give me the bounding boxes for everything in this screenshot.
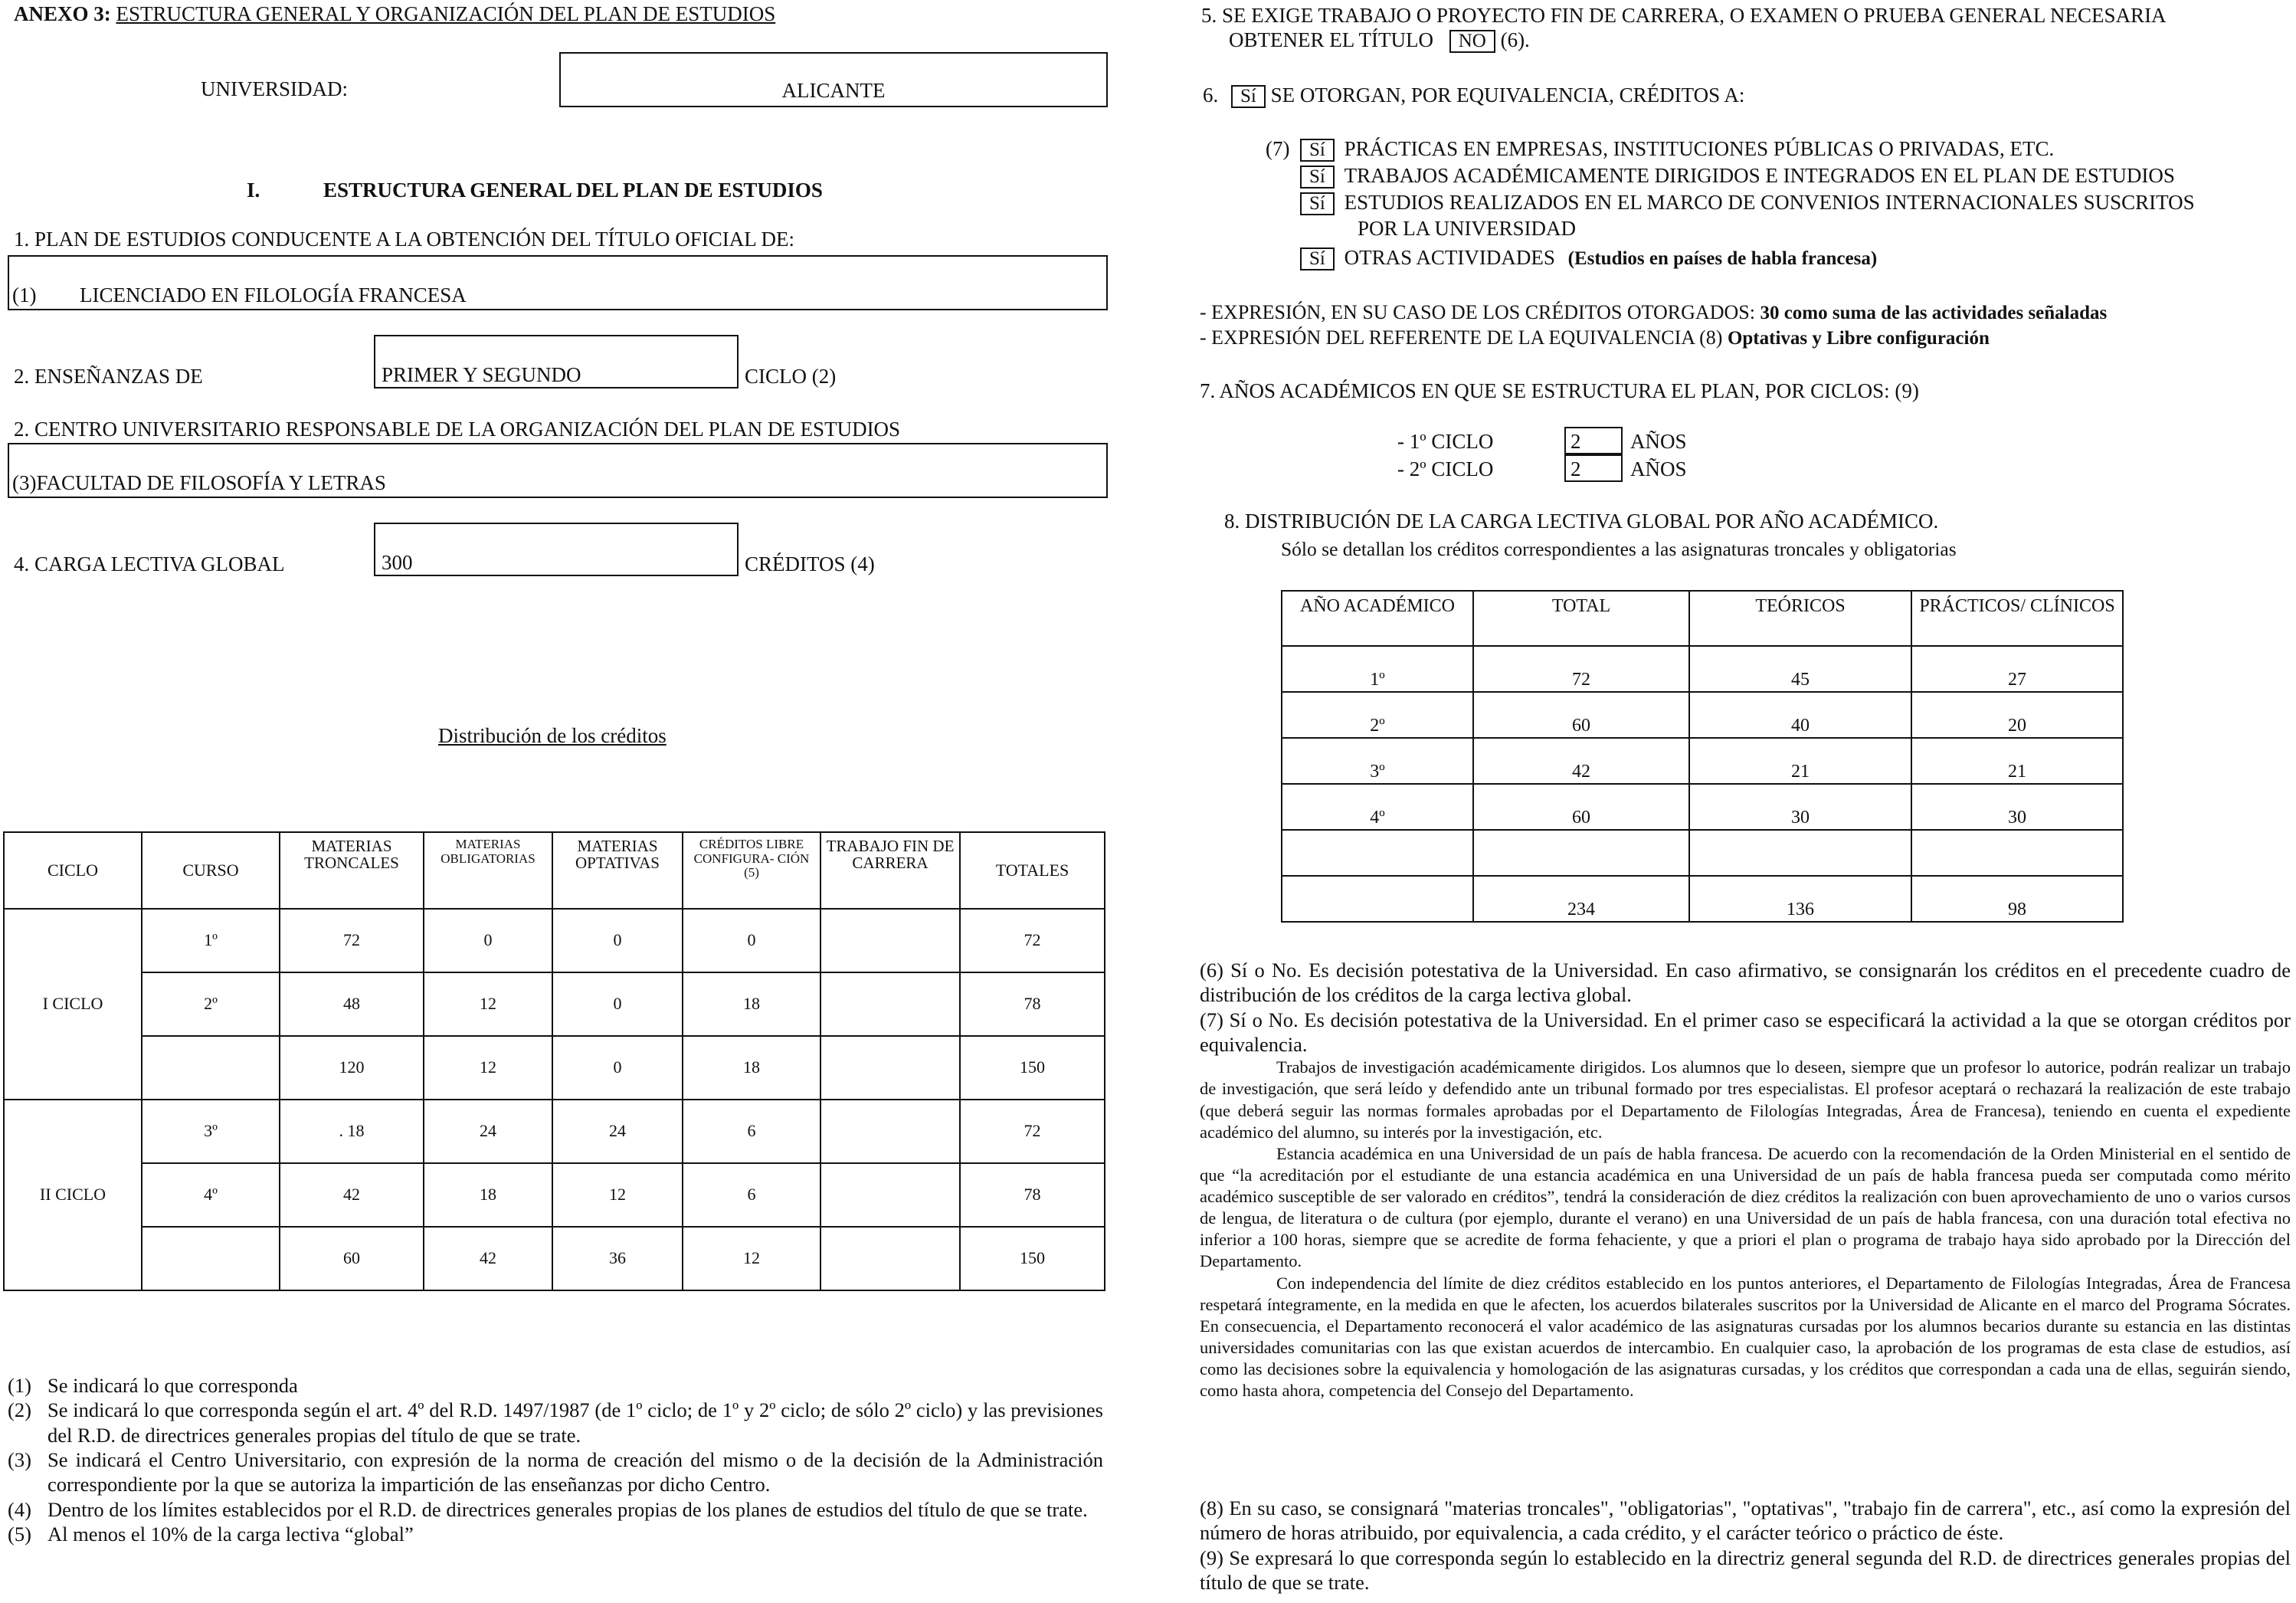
cell-optativas: 0 <box>552 909 683 972</box>
item6-ref: (7) <box>1266 137 1290 160</box>
option-value: Sí <box>1300 192 1335 215</box>
cell-year <box>1282 830 1473 876</box>
item7-row1-label: - 1º CICLO <box>1397 430 1494 453</box>
table-row <box>1282 784 2123 830</box>
option-text: PRÁCTICAS EN EMPRESAS, INSTITUCIONES PÚBLICAS O PRIVADAS, ETC. <box>1344 137 2055 160</box>
table-row <box>4 909 1105 972</box>
cell-curso <box>142 1227 280 1290</box>
degree-field <box>8 255 1108 310</box>
cell-year: 1º <box>1282 646 1473 692</box>
item6-option <box>1300 190 2195 215</box>
item5-value: NO <box>1449 30 1495 53</box>
cell-practical: 20 <box>1911 692 2123 738</box>
cell-troncales: 120 <box>280 1036 424 1100</box>
item2-suffix: CICLO (2) <box>745 365 837 388</box>
cell-theoretical: 30 <box>1689 784 1911 830</box>
cell-libre: 6 <box>683 1163 820 1227</box>
item6-expr1 <box>1200 300 2107 325</box>
cell-year: 3º <box>1282 738 1473 784</box>
footnote-text: Al menos el 10% de la carga lectiva “global” <box>47 1522 414 1546</box>
years-cycle1-value: 2 <box>1571 430 1581 453</box>
cell-year: 4º <box>1282 784 1473 830</box>
item8-sub: Sólo se detallan los créditos correspondientes a las asignaturas troncales y obligatorias <box>1281 538 1957 560</box>
years-cycle2-field <box>1564 454 1623 482</box>
item4-suffix: CRÉDITOS (4) <box>745 552 875 575</box>
note-7-socrates: Con independencia del límite de diez créditos establecido en los puntos anteriores, el Departamento de Filologías Integradas, Área de Francesa respetará íntegramente, en la medida en que le afecten, los acuerdos bilaterales suscritos por la Universidad de Alicante en el marco del Programa Sócrates. En consecuencia, el Departamento reconocerá el valor académico de las asignaturas cursadas por los alumnos becarios durante su estancia en las distintas universidades comunitarias con las que existan acuerdos de intercambio. En cualquier caso, la aprobación de los programas de esta clase de estudios, así como las decisiones sobre la equivalencia y homologación de las asignaturas cursadas, y los créditos que correspondan a cada una de ellas, seguirán siendo, como hasta ahora, competencia del Consejo del Departamento. <box>1200 1273 2291 1401</box>
center-value: (3)FACULTAD DE FILOSOFÍA Y LETRAS <box>12 470 386 494</box>
footnote <box>8 1447 1103 1497</box>
annex-title: ESTRUCTURA GENERAL Y ORGANIZACIÓN DEL PLAN DE ESTUDIOS <box>116 2 776 25</box>
cell-total: 60 <box>1473 784 1689 830</box>
cell-obligatorias: 18 <box>424 1163 552 1227</box>
header-troncales: MATERIAS TRONCALES <box>280 832 424 909</box>
option-extra: (Estudios en países de habla francesa) <box>1567 248 1878 269</box>
cell-curso <box>142 1036 280 1100</box>
cell-totales: 150 <box>960 1036 1105 1100</box>
footnote <box>8 1373 1103 1398</box>
cell-libre: 12 <box>683 1227 820 1290</box>
table-row <box>1282 646 2123 692</box>
cell-practical: 98 <box>1911 876 2123 922</box>
option-text-continuation: POR LA UNIVERSIDAD <box>1358 217 1577 240</box>
header-practical: PRÁCTICOS/ CLÍNICOS <box>1911 591 2123 646</box>
annex-label: ANEXO 3: <box>14 2 111 25</box>
cycle-label: I CICLO <box>4 909 142 1100</box>
item6-heading <box>1203 83 1744 108</box>
note-7-research: Trabajos de investigación académicamente dirigidos. Los alumnos que lo deseen, siempre que un profesor lo autorice, podrán realizar un trabajo de investigación, que será leído y defendido ante un tribunal formado por tres especialistas. El profesor aceptará o rechazará la realización de este trabajo (que deberá seguir las normas formales aprobadas por el Departamento de Filologías Integradas, Área de Francesa), teniendo en cuenta el expediente académico del alumno, su interés por la investigación, etc. <box>1200 1057 2291 1142</box>
teaching-value: PRIMER Y SEGUNDO <box>382 362 581 386</box>
table-row <box>1282 830 2123 876</box>
item5-line1: 5. SE EXIGE TRABAJO O PROYECTO FIN DE CARRERA, O EXAMEN O PRUEBA GENERAL NECESARIA <box>1201 4 2167 27</box>
cell-trabajo <box>820 909 960 972</box>
table-row <box>4 1036 1105 1100</box>
header-theoretical: TEÓRICOS <box>1689 591 1911 646</box>
cell-libre: 18 <box>683 972 820 1036</box>
cycle-label: II CICLO <box>4 1100 142 1290</box>
cell-total: 234 <box>1473 876 1689 922</box>
footnote-number: (5) <box>8 1522 31 1546</box>
cell-libre: 6 <box>683 1100 820 1163</box>
option-text: ESTUDIOS REALIZADOS EN EL MARCO DE CONVENIOS INTERNACIONALES SUSCRITOS <box>1344 191 2195 214</box>
cell-theoretical: 40 <box>1689 692 1911 738</box>
table-row <box>4 1163 1105 1227</box>
cell-curso: 2º <box>142 972 280 1036</box>
cell-theoretical: 21 <box>1689 738 1911 784</box>
item6-label: SE OTORGAN, POR EQUIVALENCIA, CRÉDITOS A: <box>1270 84 1745 107</box>
annex-heading <box>14 2 775 26</box>
table-row <box>4 1227 1105 1290</box>
footnote-number: (3) <box>8 1447 31 1471</box>
cell-troncales: 42 <box>280 1163 424 1227</box>
cell-libre: 18 <box>683 1036 820 1100</box>
footnote-text: Se indicará lo que corresponda <box>47 1374 298 1397</box>
cell-trabajo <box>820 1163 960 1227</box>
cell-year <box>1282 876 1473 922</box>
table-row <box>1282 692 2123 738</box>
item7-row1-unit: AÑOS <box>1630 430 1687 453</box>
left-footnotes <box>8 1373 1103 1546</box>
university-label: UNIVERSIDAD: <box>201 77 348 100</box>
footnote-number: (2) <box>8 1398 31 1422</box>
header-optativas: MATERIAS OPTATIVAS <box>552 832 683 909</box>
note-6: (6) Sí o No. Es decisión potestativa de la Universidad. En caso afirmativo, se consignarán los créditos en el precedente cuadro de distribución de los créditos de la carga lectiva global. <box>1200 959 2291 1007</box>
cell-optativas: 0 <box>552 972 683 1036</box>
header-obligatorias: MATERIAS OBLIGATORIAS <box>424 832 552 909</box>
cell-troncales: . 18 <box>280 1100 424 1163</box>
credits-field <box>374 523 739 576</box>
cell-totales: 150 <box>960 1227 1105 1290</box>
degree-value: LICENCIADO EN FILOLOGÍA FRANCESA <box>80 283 467 307</box>
workload-header-row <box>1282 591 2123 646</box>
cell-totales: 72 <box>960 1100 1105 1163</box>
item7-label: 7. AÑOS ACADÉMICOS EN QUE SE ESTRUCTURA EL PLAN, POR CICLOS: (9) <box>1200 379 1919 402</box>
workload-table <box>1281 590 2124 923</box>
note-7-stay: Estancia académica en una Universidad de un país de habla francesa. De acuerdo con la recomendación de la Orden Ministerial en el sentido de que “la acreditación por el estudiante de una estancia académica en una Universidad de un país de habla francesa pueda ser computada como mérito académico susceptible de ser valorado en créditos”, tendrá la consideración de diez créditos la realización con buen aprovechamiento de uno o varios cursos de lengua, de literatura o de cultura (por ejemplo, durante el verano) en una Universidad de un país de habla francesa, con una duración total efectiva no inferior a 100 horas, siempre que se acredite de forma fehaciente, y que a priori el plan o programa de trabajo haya sido aprobado por la Dirección del Departamento. <box>1200 1143 2291 1271</box>
expr1-value: 30 como suma de las actividades señaladas <box>1760 303 2108 323</box>
item7-row2-label: - 2º CICLO <box>1397 457 1494 480</box>
right-notes <box>1200 958 2291 1401</box>
expr2-value: Optativas y Libre configuración <box>1727 328 1990 349</box>
footnote-number: (4) <box>8 1497 31 1521</box>
item2-label: 2. ENSEÑANZAS DE <box>14 365 203 388</box>
years-cycle2-value: 2 <box>1571 457 1581 480</box>
credits-distribution-table <box>3 831 1105 1291</box>
cell-year: 2º <box>1282 692 1473 738</box>
footnote-number: (1) <box>8 1374 31 1397</box>
header-ciclo: CICLO <box>4 832 142 909</box>
cell-theoretical: 45 <box>1689 646 1911 692</box>
teaching-field <box>374 335 739 388</box>
footnote-text: Se indicará el Centro Universitario, con expresión de la norma de creación del mismo o de la decisión de la Administración correspondiente por la que se autoriza la impartición de las enseñanzas por dicho Centro. <box>47 1447 1103 1496</box>
cell-trabajo <box>820 1100 960 1163</box>
item4-label: 4. CARGA LECTIVA GLOBAL <box>14 552 285 575</box>
option-value: Sí <box>1300 166 1335 188</box>
cell-trabajo <box>820 972 960 1036</box>
cell-total: 72 <box>1473 646 1689 692</box>
cell-obligatorias: 24 <box>424 1100 552 1163</box>
cell-obligatorias: 42 <box>424 1227 552 1290</box>
university-field <box>559 52 1108 107</box>
header-trabajo: TRABAJO FIN DE CARRERA <box>820 832 960 909</box>
option-text: TRABAJOS ACADÉMICAMENTE DIRIGIDOS E INTEGRADOS EN EL PLAN DE ESTUDIOS <box>1344 164 2175 187</box>
cell-totales: 72 <box>960 909 1105 972</box>
expr1-label: - EXPRESIÓN, EN SU CASO DE LOS CRÉDITOS OTORGADOS: <box>1200 301 1755 323</box>
option-value: Sí <box>1300 247 1335 270</box>
cell-optativas: 24 <box>552 1100 683 1163</box>
credits-value: 300 <box>382 550 413 574</box>
cell-curso: 4º <box>142 1163 280 1227</box>
cell-curso: 1º <box>142 909 280 972</box>
note-7: (7) Sí o No. Es decisión potestativa de la Universidad. En el primer caso se especificará la actividad a la que se otorgan créditos por equivalencia. <box>1200 1008 2291 1056</box>
item3-label: 2. CENTRO UNIVERSITARIO RESPONSABLE DE LA ORGANIZACIÓN DEL PLAN DE ESTUDIOS <box>14 418 901 441</box>
university-value: ALICANTE <box>781 78 886 102</box>
footnote-text: Se indicará lo que corresponda según el art. 4º del R.D. 1497/1987 (de 1º ciclo; de 1º y 2º ciclo; de sólo 2º ciclo) y las previsiones del R.D. de directrices generales propias del título de que se trate. <box>47 1398 1103 1447</box>
cell-obligatorias: 12 <box>424 972 552 1036</box>
table-row <box>1282 738 2123 784</box>
cell-total: 42 <box>1473 738 1689 784</box>
item6-option <box>1300 163 2175 188</box>
cell-curso: 3º <box>142 1100 280 1163</box>
cell-trabajo <box>820 1227 960 1290</box>
cell-optativas: 36 <box>552 1227 683 1290</box>
cell-troncales: 60 <box>280 1227 424 1290</box>
footnote-text: Dentro de los límites establecidos por el R.D. de directrices generales propias de los planes de estudios del título de que se trate. <box>47 1497 1088 1521</box>
cell-practical <box>1911 830 2123 876</box>
cell-obligatorias: 0 <box>424 909 552 972</box>
footnote <box>8 1497 1103 1522</box>
right-notes-bottom <box>1200 1496 2291 1595</box>
header-libre: CRÉDITOS LIBRE CONFIGURA- CIÓN (5) <box>683 832 820 909</box>
header-curso: CURSO <box>142 832 280 909</box>
cell-optativas: 12 <box>552 1163 683 1227</box>
item5-ref: (6). <box>1500 28 1530 51</box>
cell-total: 60 <box>1473 692 1689 738</box>
footnote <box>8 1398 1103 1447</box>
item8-label: 8. DISTRIBUCIÓN DE LA CARGA LECTIVA GLOBAL POR AÑO ACADÉMICO. <box>1224 510 1939 533</box>
degree-note-ref: (1) <box>12 283 37 307</box>
cell-trabajo <box>820 1036 960 1100</box>
cell-troncales: 72 <box>280 909 424 972</box>
cell-theoretical <box>1689 830 1911 876</box>
expr2-label: - EXPRESIÓN DEL REFERENTE DE LA EQUIVALENCIA (8) <box>1200 326 1723 349</box>
section-one-title: ESTRUCTURA GENERAL DEL PLAN DE ESTUDIOS <box>323 179 823 202</box>
cell-practical: 21 <box>1911 738 2123 784</box>
table-row <box>1282 876 2123 922</box>
item6-option <box>1300 245 1877 270</box>
section-one-numeral: I. <box>247 179 260 202</box>
table-row <box>4 1100 1105 1163</box>
header-total: TOTAL <box>1473 591 1689 646</box>
header-year: AÑO ACADÉMICO <box>1282 591 1473 646</box>
option-value: Sí <box>1300 139 1335 162</box>
distribution-header-row <box>4 832 1105 909</box>
item1-label: 1. PLAN DE ESTUDIOS CONDUCENTE A LA OBTENCIÓN DEL TÍTULO OFICIAL DE: <box>14 228 794 251</box>
cell-total <box>1473 830 1689 876</box>
item5-line2-wrap <box>1229 28 1530 53</box>
years-cycle1-field <box>1564 427 1623 454</box>
cell-troncales: 48 <box>280 972 424 1036</box>
cell-totales: 78 <box>960 1163 1105 1227</box>
cell-practical: 27 <box>1911 646 2123 692</box>
item6-option <box>1300 136 2054 162</box>
table-row <box>4 972 1105 1036</box>
item5-line2: OBTENER EL TÍTULO <box>1229 28 1433 51</box>
footnote <box>8 1522 1103 1546</box>
item6-num: 6. <box>1203 84 1219 107</box>
distribution-title: Distribución de los créditos <box>438 724 667 747</box>
option-text: OTRAS ACTIVIDADES <box>1344 246 1555 269</box>
cell-practical: 30 <box>1911 784 2123 830</box>
item6-value: Sí <box>1231 85 1266 108</box>
item7-row2-unit: AÑOS <box>1630 457 1687 480</box>
cell-obligatorias: 12 <box>424 1036 552 1100</box>
item6-expr2 <box>1200 326 1990 350</box>
cell-libre: 0 <box>683 909 820 972</box>
cell-optativas: 0 <box>552 1036 683 1100</box>
note-9: (9) Se expresará lo que corresponda según lo establecido en la directriz general segunda del R.D. de directrices generales propias del título de que se trate. <box>1200 1546 2291 1594</box>
header-totales: TOTALES <box>960 832 1105 909</box>
center-field <box>8 443 1108 498</box>
cell-theoretical: 136 <box>1689 876 1911 922</box>
cell-totales: 78 <box>960 972 1105 1036</box>
note-8: (8) En su caso, se consignará "materias troncales", "obligatorias", "optativas", "trabajo fin de carrera", etc., así como la expresión del número de horas atribuido, por equivalencia, a cada crédito, y el carácter teórico o práctico de éste. <box>1200 1496 2291 1545</box>
